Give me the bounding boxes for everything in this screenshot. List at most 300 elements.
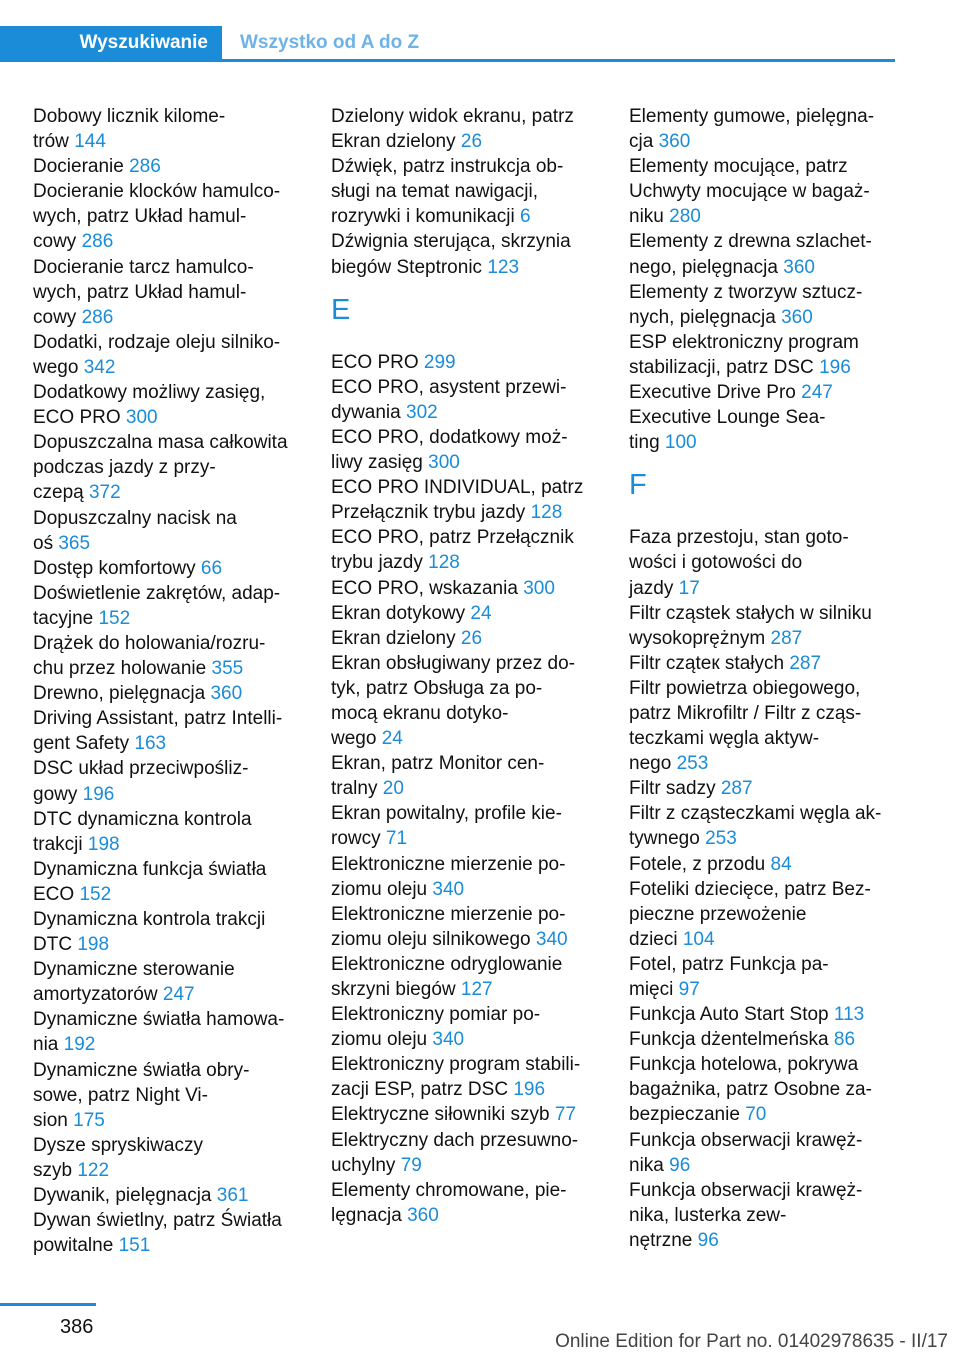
index-entry-text	[629, 1128, 899, 1153]
index-entry-text	[629, 601, 899, 626]
index-entry	[33, 807, 303, 857]
index-entry	[33, 104, 303, 154]
index-entry-text	[33, 1183, 303, 1208]
index-entry-line: tacyjne	[33, 607, 94, 629]
page-link[interactable]: 196	[513, 1079, 546, 1101]
index-entry-text	[33, 506, 303, 531]
index-entry	[629, 405, 899, 455]
page-link[interactable]: 152	[79, 883, 112, 905]
index-entry-line: ECO PRO, dodatkowy moż-	[331, 426, 568, 448]
index-entry-text	[629, 877, 899, 902]
index-entry-line: podczas jazdy z przy-	[33, 457, 216, 479]
page-link[interactable]: 253	[676, 753, 709, 775]
index-entry-text	[331, 475, 601, 500]
index-entry-line: tralny	[331, 778, 378, 800]
index-entry	[331, 751, 601, 801]
index-entry-line: DTC dynamiczna kontrola	[33, 808, 252, 830]
index-entry	[331, 1102, 601, 1127]
index-entry	[33, 330, 303, 380]
index-entry-text	[629, 952, 899, 977]
index-entry-line: nego	[629, 753, 672, 775]
page-link[interactable]: 287	[789, 652, 822, 674]
index-entry	[629, 601, 899, 651]
index-entry-text	[331, 776, 601, 801]
page-link[interactable]: 17	[678, 577, 700, 599]
index-entry-text	[331, 902, 601, 927]
page-link[interactable]: 84	[770, 853, 792, 875]
page-link[interactable]: 192	[63, 1034, 96, 1056]
index-entry-text	[629, 129, 899, 154]
index-entry-text	[331, 1128, 601, 1153]
page-link[interactable]: 360	[783, 256, 815, 278]
page-link[interactable]: 360	[407, 1204, 439, 1226]
page-link[interactable]: 128	[530, 502, 563, 524]
header-bar	[0, 26, 895, 62]
index-entry-text	[629, 525, 899, 550]
index-entry-text	[629, 726, 899, 751]
index-entry-line: wego	[33, 356, 79, 378]
page-link[interactable]: 71	[385, 828, 408, 850]
index-entry-text	[629, 280, 899, 305]
index-entry-line: Filtr sadzy	[629, 778, 716, 800]
index-entry	[629, 280, 899, 330]
index-entry-text	[331, 952, 601, 977]
page-link[interactable]: 280	[669, 206, 701, 228]
page-link[interactable]: 340	[535, 928, 568, 950]
index-entry-text	[33, 1133, 303, 1158]
index-entry-text	[33, 531, 303, 556]
page-link[interactable]: 26	[460, 627, 483, 649]
page-link[interactable]: 198	[77, 934, 110, 956]
page-link[interactable]: 113	[833, 1004, 865, 1026]
index-entry	[331, 852, 601, 902]
index-entry-line: sowe, patrz Night Vi-	[33, 1084, 208, 1106]
index-entry-line: Dopuszczalny nacisk na	[33, 507, 237, 529]
page-link[interactable]: 175	[73, 1109, 105, 1131]
index-entry-line: rowcy	[331, 828, 381, 850]
index-entry-line: nętrzne	[629, 1229, 693, 1251]
index-entry-line: Dynamiczne światła obry-	[33, 1059, 250, 1081]
index-entry-line: bagażnika, patrz Osobne za-	[629, 1079, 872, 1101]
index-entry-text	[629, 330, 899, 355]
page-link[interactable]: 24	[381, 728, 403, 750]
page-link[interactable]: 300	[125, 407, 158, 429]
index-entry-text	[331, 701, 601, 726]
index-entry-text	[331, 852, 601, 877]
page-link[interactable]: 196	[82, 783, 115, 805]
index-entry-line: Elektroniczne odryglowanie	[331, 953, 563, 975]
index-entry-text	[629, 1102, 899, 1127]
index-entry-line: ECO PRO, wskazania	[331, 577, 518, 599]
page-link[interactable]: 198	[87, 833, 120, 855]
index-entry-text	[33, 731, 303, 756]
footer-divider	[0, 1303, 96, 1306]
page-link[interactable]: 122	[77, 1159, 110, 1181]
index-entry-text	[331, 400, 601, 425]
index-entry-line: jazdy	[629, 577, 674, 599]
index-entry	[629, 380, 899, 405]
index-entry-text	[331, 1203, 601, 1228]
index-entry-line: lęgnacja	[331, 1204, 402, 1226]
index-entry-text	[629, 405, 899, 430]
index-entry-text	[629, 576, 899, 601]
index-entry-line: Docieranie tarcz hamulco-	[33, 256, 254, 278]
page-link[interactable]: 86	[833, 1029, 856, 1051]
index-entry-text	[629, 355, 899, 380]
index-entry	[331, 104, 601, 154]
index-entry	[33, 631, 303, 681]
index-entry-text	[629, 430, 899, 455]
index-entry-line: Funkcja Auto Start Stop	[629, 1004, 829, 1026]
index-entry-line: Elektroniczny pomiar po-	[331, 1004, 541, 1026]
index-entry-line: Fotel, patrz Funkcja pa-	[629, 953, 829, 975]
page-link[interactable]: 66	[200, 557, 223, 579]
index-entry-text	[33, 907, 303, 932]
index-entry	[33, 581, 303, 631]
index-entry-text	[629, 902, 899, 927]
page-link[interactable]: 286	[81, 306, 114, 328]
index-entry-text	[629, 826, 899, 851]
index-entry-line: cowy	[33, 306, 77, 328]
index-entry-line: wości i gotowości do	[629, 552, 803, 574]
page-link[interactable]: 286	[129, 156, 161, 178]
index-entry-line: ting	[629, 432, 660, 454]
index-entry-line: wych, patrz Układ hamul-	[33, 206, 247, 228]
page-link[interactable]: 361	[216, 1185, 249, 1207]
index-entry-line: Ekran dotykowy	[331, 602, 466, 624]
index-entry-text	[629, 1052, 899, 1077]
page-link[interactable]: 340	[432, 878, 465, 900]
index-entry-text	[331, 601, 601, 626]
index-entry-line: uchylny	[331, 1154, 396, 1176]
index-entry-line: Drążek do holowania/rozru-	[33, 632, 266, 654]
index-entry-line: Filtr z cząsteczkami węgla ak-	[629, 803, 882, 825]
index-entry-line: Funkcja obserwacji krawęż-	[629, 1179, 863, 1201]
index-entry	[629, 776, 899, 801]
edition-note: Online Edition for Part no. 01402978635 - II/17	[555, 1331, 948, 1352]
index-entry-line: chu przez holowanie	[33, 658, 207, 680]
index-entry-line: DTC	[33, 934, 73, 956]
index-entry-text	[331, 1178, 601, 1203]
index-entry-text	[331, 129, 601, 154]
page-link[interactable]: 20	[382, 778, 404, 800]
index-entry-text	[33, 932, 303, 957]
index-entry-text	[629, 255, 899, 280]
index-entry-line: nika, lusterka zew-	[629, 1204, 787, 1226]
index-entry-line: mocą ekranu dotyko-	[331, 702, 509, 724]
index-entry-line: ziomu oleju	[331, 878, 428, 900]
index-entry-line: oś	[33, 532, 54, 554]
index-entry-text	[33, 706, 303, 731]
index-entry-line: ECO PRO	[331, 351, 419, 373]
page-link[interactable]: 360	[210, 683, 243, 705]
page-link[interactable]: 342	[83, 356, 116, 378]
index-entry-text	[33, 1208, 303, 1233]
page-link[interactable]: 360	[658, 131, 691, 153]
index-entry-text	[629, 801, 899, 826]
index-entry-line: sion	[33, 1109, 68, 1131]
index-entry	[629, 852, 899, 877]
page-link[interactable]: 70	[745, 1104, 767, 1126]
index-entry-line: Dywanik, pielęgnacja	[33, 1185, 212, 1207]
index-entry-text	[629, 776, 899, 801]
index-entry	[629, 1002, 899, 1027]
index-entry	[331, 475, 601, 525]
index-entry-line: Foteliki dziecięce, patrz Bez-	[629, 878, 871, 900]
index-entry-text	[629, 1077, 899, 1102]
page-link[interactable]: 247	[801, 382, 833, 404]
tab-a-to-z[interactable]	[240, 26, 419, 59]
index-entry-line: ECO	[33, 883, 75, 905]
index-entry-line: Elektryczny dach przesuwno-	[331, 1129, 579, 1151]
index-entry-line: nia	[33, 1034, 59, 1056]
index-entry-text	[33, 104, 303, 129]
index-entry	[33, 907, 303, 957]
index-entry	[33, 506, 303, 556]
index-entry-line: pieczne przewożenie	[629, 903, 807, 925]
index-entry	[629, 1128, 899, 1178]
index-entry-text	[331, 977, 601, 1002]
index-entry-text	[33, 1233, 303, 1258]
index-entry-line: Filtr cząstek stałych w silniku	[629, 602, 872, 624]
page-link[interactable]: 104	[682, 928, 715, 950]
index-entry-text	[33, 430, 303, 455]
index-entry-text	[629, 229, 899, 254]
index-column-2	[331, 104, 601, 1228]
index-entry-line: Executive Drive Pro	[629, 382, 796, 404]
index-entry-text	[331, 1102, 601, 1127]
page-link[interactable]: 128	[428, 552, 460, 574]
index-entry-line: Uchwyty mocujące w bagaż-	[629, 181, 870, 203]
index-entry-line: mięci	[629, 979, 674, 1000]
tab-a-to-z-label: Wszystko od A do Z	[240, 31, 420, 53]
index-entry-line: rozrywki i komunikacji	[331, 206, 515, 228]
index-entry-line: skrzyni biegów	[331, 979, 456, 1000]
index-entry-line: Ekran obsługiwany przez do-	[331, 652, 575, 674]
index-entry-line: nych, pielęgnacja	[629, 306, 776, 328]
index-entry-text	[33, 681, 303, 706]
index-entry	[33, 1058, 303, 1133]
index-entry-line: Dynamiczne światła hamowa-	[33, 1009, 285, 1031]
page-link[interactable]: 247	[162, 984, 195, 1006]
page-link[interactable]: 360	[781, 306, 813, 328]
index-column-1	[33, 104, 303, 1258]
index-entry-text	[33, 581, 303, 606]
index-entry-line: amortyzatorów	[33, 984, 158, 1006]
index-entry	[33, 857, 303, 907]
index-entry	[331, 1128, 601, 1178]
index-entry	[331, 902, 601, 952]
index-entry-text	[331, 576, 601, 601]
index-entry-line: Dźwignia sterująca, skrzynia	[331, 231, 571, 253]
index-entry-text	[331, 651, 601, 676]
index-entry	[33, 1133, 303, 1183]
page-link[interactable]: 286	[81, 231, 114, 253]
index-entry-line: Fotele, z przodu	[629, 853, 766, 875]
index-entry-line: Funkcja hotelowa, pokrywa	[629, 1054, 859, 1076]
page-link[interactable]: 300	[523, 577, 555, 599]
index-entry	[629, 1052, 899, 1127]
index-entry-line: Dobowy licznik kilome-	[33, 106, 226, 127]
index-entry-text	[33, 280, 303, 305]
index-entry-line: cowy	[33, 231, 77, 253]
index-entry	[331, 952, 601, 1002]
index-entry-line: liwy zasięg	[331, 452, 423, 474]
index-entry-line: niku	[629, 206, 664, 228]
page-link[interactable]: 96	[697, 1229, 719, 1251]
index-entry-text	[331, 525, 601, 550]
page-link[interactable]: 253	[705, 828, 737, 850]
index-entry-line: stabilizacji, patrz DSC	[629, 356, 814, 378]
index-entry-text	[33, 1058, 303, 1083]
index-entry-text	[33, 957, 303, 982]
page-link[interactable]: 287	[720, 778, 753, 800]
index-entry-text	[33, 129, 303, 154]
index-entry-line: Ekran, patrz Monitor cen-	[331, 753, 545, 775]
index-entry	[33, 430, 303, 505]
section-letter: E	[331, 293, 351, 326]
page-link[interactable]: 299	[423, 351, 456, 373]
index-entry	[331, 154, 601, 229]
page-link[interactable]: 100	[664, 432, 697, 454]
index-entry-text	[331, 1153, 601, 1178]
page-link[interactable]: 196	[819, 356, 851, 378]
index-entry	[331, 350, 601, 375]
index-entry-line: Dywan świetlny, patrz Światła	[33, 1210, 282, 1232]
index-entry-line: Dostęp komfortowy	[33, 557, 196, 579]
index-entry-line: ziomu oleju	[331, 1029, 428, 1051]
index-entry-text	[33, 229, 303, 254]
page-link[interactable]: 6	[519, 206, 531, 228]
index-entry-text	[331, 375, 601, 400]
index-entry-line: Dodatki, rodzaje oleju silniko-	[33, 331, 281, 353]
index-entry-text	[331, 229, 601, 254]
index-entry-text	[629, 927, 899, 952]
page-link[interactable]: 144	[74, 131, 106, 153]
index-entry-text	[629, 204, 899, 229]
index-entry-line: Ekran powitalny, profile kie-	[331, 803, 562, 825]
page-link[interactable]: 123	[487, 256, 520, 278]
page-link[interactable]: 287	[770, 627, 803, 649]
index-entry-line: Dysze spryskiwaczy	[33, 1134, 203, 1156]
index-entry-text	[331, 1002, 601, 1027]
index-entry-text	[331, 1027, 601, 1052]
index-entry-text	[331, 255, 601, 280]
index-entry-text	[331, 350, 601, 375]
index-entry-text	[629, 1153, 899, 1178]
index-entry-text	[33, 882, 303, 907]
page-link[interactable]: 79	[400, 1154, 422, 1176]
index-entry-line: Elektroniczny program stabili-	[331, 1054, 581, 1076]
index-entry	[331, 651, 601, 751]
index-entry-text	[33, 455, 303, 480]
index-entry-text	[629, 154, 899, 179]
index-entry-text	[629, 1203, 899, 1228]
index-entry	[629, 104, 899, 154]
index-entry	[33, 380, 303, 430]
page-link[interactable]: 365	[58, 532, 91, 554]
index-entry-text	[331, 104, 601, 129]
index-entry-line: DSC układ przeciwpośliz-	[33, 758, 249, 780]
index-entry-line: Driving Assistant, patrz Intelli-	[33, 708, 283, 730]
index-entry-text	[33, 204, 303, 229]
index-entry	[331, 425, 601, 475]
page-link[interactable]: 340	[432, 1029, 465, 1051]
index-entry-line: Faza przestoju, stan goto-	[629, 527, 849, 549]
page-link[interactable]: 302	[406, 401, 438, 423]
page-link[interactable]: 77	[554, 1104, 576, 1126]
index-entry-line: teczkami węgla aktyw-	[629, 728, 820, 750]
page-link[interactable]: 163	[134, 733, 167, 755]
index-entry-text	[331, 751, 601, 776]
index-entry-text	[331, 1077, 601, 1102]
page-link[interactable]: 152	[98, 607, 131, 629]
index-entry-line: Funkcja dżentelmeńska	[629, 1029, 829, 1051]
index-entry-text	[33, 255, 303, 280]
index-entry	[331, 525, 601, 575]
index-entry-line: ECO PRO, asystent przewi-	[331, 376, 567, 398]
index-entry	[331, 801, 601, 851]
index-entry-line: Docieranie klocków hamulco-	[33, 181, 281, 203]
page-link[interactable]: 24	[470, 602, 492, 624]
index-entry-text	[33, 154, 303, 179]
index-entry-line: wysokoprężnym	[629, 627, 766, 649]
index-entry	[33, 556, 303, 581]
index-entry	[331, 1002, 601, 1052]
index-entry-text	[629, 626, 899, 651]
index-entry-line: Dynamiczne sterowanie	[33, 959, 235, 981]
index-entry-line: Elementy z drewna szlachet-	[629, 231, 872, 253]
index-entry-text	[629, 1178, 899, 1203]
page-link[interactable]: 97	[678, 979, 700, 1000]
page-link[interactable]: 300	[428, 452, 460, 474]
index-entry	[33, 154, 303, 179]
index-entry-line: bezpieczanie	[629, 1104, 740, 1126]
index-entry-line: cja	[629, 131, 654, 153]
index-entry-text	[629, 380, 899, 405]
index-entry-line: Docieranie	[33, 156, 124, 178]
page-link[interactable]: 372	[88, 482, 121, 504]
index-entry-text	[629, 977, 899, 1002]
index-entry-line: biegów Steptronic	[331, 256, 483, 278]
index-entry	[331, 1052, 601, 1102]
index-entry-text	[33, 556, 303, 581]
page-link[interactable]: 96	[669, 1154, 691, 1176]
index-entry-line: Executive Lounge Sea-	[629, 407, 826, 429]
index-entry-line: wego	[331, 728, 377, 750]
page-link[interactable]: 355	[211, 658, 244, 680]
index-entry-text	[629, 676, 899, 701]
index-entry-line: Doświetlenie zakrętów, adap-	[33, 582, 281, 604]
index-entry-text	[33, 1032, 303, 1057]
index-entry-text	[629, 179, 899, 204]
index-entry	[33, 957, 303, 1007]
index-entry-line: ESP elektroniczny program	[629, 331, 859, 353]
index-entry	[33, 756, 303, 806]
index-entry-line: Dodatkowy możliwy zasięg,	[33, 382, 266, 404]
index-entry	[629, 676, 899, 776]
page-link[interactable]: 26	[460, 131, 483, 153]
index-entry-text	[629, 104, 899, 129]
index-entry	[33, 1007, 303, 1057]
index-entry-text	[33, 179, 303, 204]
index-entry-text	[331, 204, 601, 229]
tab-search[interactable]	[0, 26, 222, 59]
index-entry-line: Elektroniczne mierzenie po-	[331, 853, 566, 875]
page-link[interactable]: 151	[118, 1235, 151, 1257]
index-entry-text	[33, 756, 303, 781]
page-link[interactable]: 127	[460, 979, 493, 1000]
